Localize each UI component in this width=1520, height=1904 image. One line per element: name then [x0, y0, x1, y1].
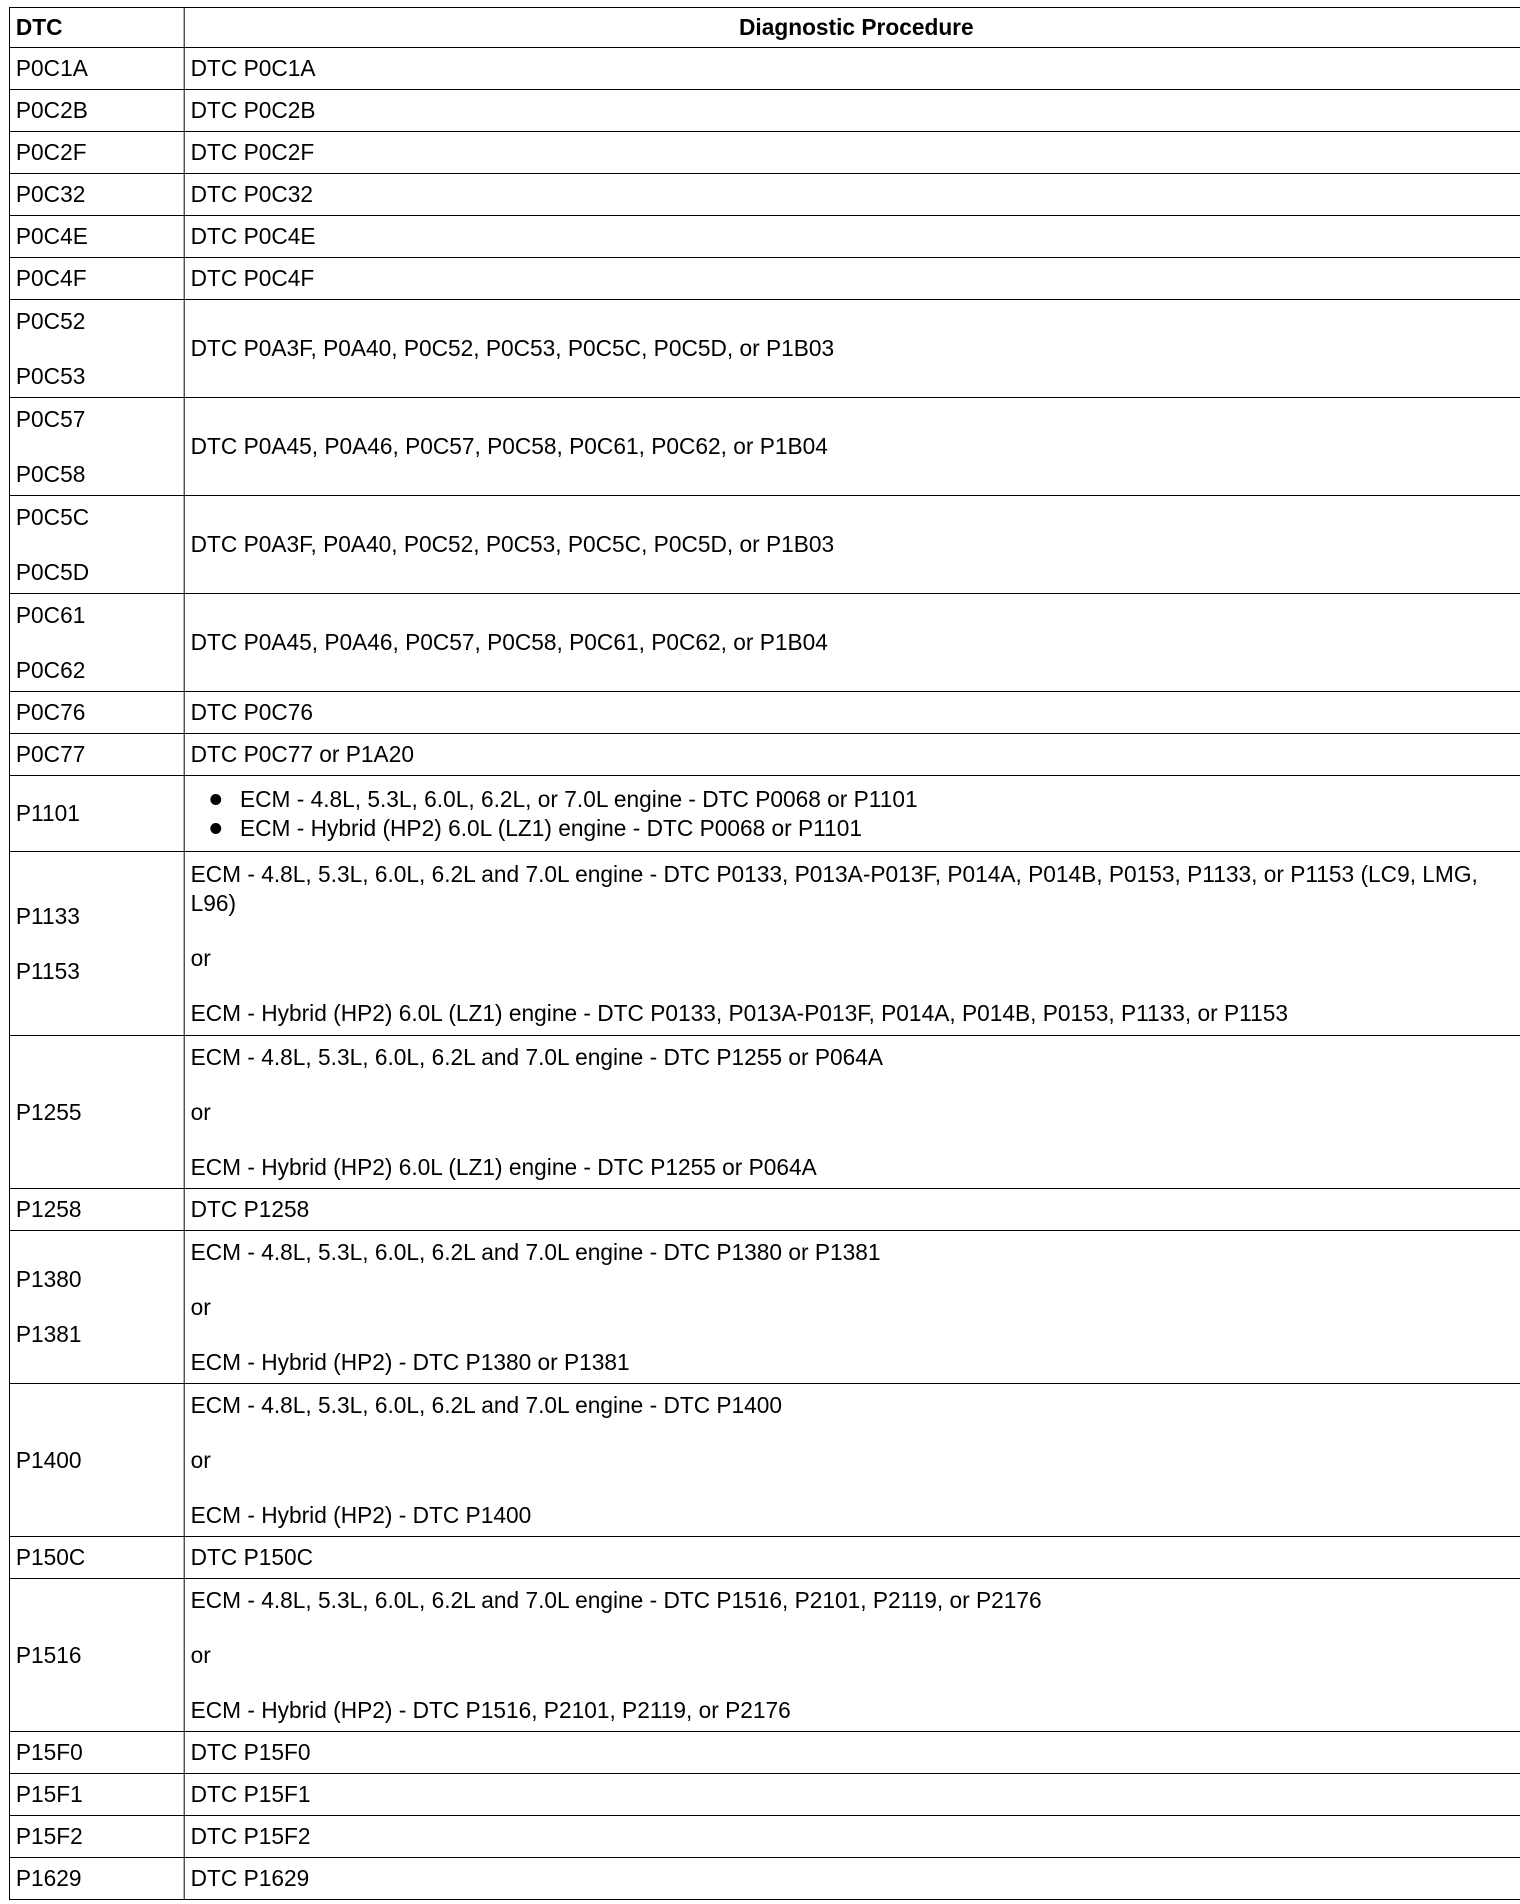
procedure-bullet-list: [191, 785, 1520, 843]
procedure-line: ECM - Hybrid (HP2) - DTC P1516, P2101, P2119, or P2176: [190, 1696, 791, 1723]
dtc-cell: P0C2F: [9, 132, 184, 174]
table-row: [9, 398, 1520, 496]
procedure-or: or: [190, 1098, 211, 1125]
procedure-cell: DTC P0C76: [184, 692, 1520, 734]
procedure-cell: DTC P150C: [184, 1537, 1520, 1579]
dtc-table: [9, 7, 1520, 1900]
table-header-row: [9, 8, 1520, 48]
procedure-line: ECM - 4.8L, 5.3L, 6.0L, 6.2L and 7.0L engine - DTC P1516, P2101, P2119, or P2176: [190, 1586, 1042, 1613]
procedure-cell: DTC P0C1A: [184, 48, 1520, 90]
procedure-cell: DTC P0C77 or P1A20: [184, 734, 1520, 776]
dtc-cell: P1255: [9, 1036, 184, 1189]
procedure-line: ECM - Hybrid (HP2) 6.0L (LZ1) engine - DTC P0133, P013A-P013F, P014A, P014B, P0153, P1133, or P1153: [190, 999, 1288, 1026]
table-row: [9, 300, 1520, 398]
procedure-line: ECM - 4.8L, 5.3L, 6.0L, 6.2L and 7.0L engine - DTC P1380 or P1381: [190, 1238, 881, 1265]
dtc-code: P1153: [15, 957, 80, 984]
table-row: [9, 1189, 1520, 1231]
procedure-line: ECM - 4.8L, 5.3L, 6.0L, 6.2L and 7.0L engine - DTC P1255 or P064A: [190, 1043, 884, 1070]
dtc-code: P0C5C: [15, 503, 90, 530]
procedure-cell: DTC P0C4E: [184, 216, 1520, 258]
table-row: [9, 1858, 1520, 1900]
table-row: [9, 1537, 1520, 1579]
dtc-cell: P0C4E: [9, 216, 184, 258]
table-row: [9, 1774, 1520, 1816]
procedure-cell: DTC P15F2: [184, 1816, 1520, 1858]
table-row: [9, 1231, 1520, 1384]
bullet-text: ECM - 4.8L, 5.3L, 6.0L, 6.2L, or 7.0L engine - DTC P0068 or P1101: [239, 785, 918, 812]
table-row: [9, 594, 1520, 692]
header-diagnostic-procedure: Diagnostic Procedure: [184, 8, 1520, 48]
table-row: [9, 258, 1520, 300]
dtc-cell: P0C1A: [9, 48, 184, 90]
dtc-cell: [9, 1231, 184, 1384]
procedure-cell: DTC P0C32: [184, 174, 1520, 216]
procedure-line: ECM - 4.8L, 5.3L, 6.0L, 6.2L and 7.0L engine - DTC P0133, P013A-P013F, P014A, P014B, P0153, P1133, or P1153 (LC9, LMG, L96): [190, 860, 1478, 916]
dtc-cell: [9, 496, 184, 594]
table-row: [9, 1579, 1520, 1732]
procedure-cell: [184, 1384, 1520, 1537]
table-row: [9, 852, 1520, 1036]
dtc-code: P0C62: [15, 656, 86, 683]
dtc-cell: P0C76: [9, 692, 184, 734]
procedure-cell: [184, 1579, 1520, 1732]
bullet-text: ECM - Hybrid (HP2) 6.0L (LZ1) engine - DTC P0068 or P1101: [239, 814, 862, 841]
table-row: [9, 216, 1520, 258]
procedure-cell: DTC P0A45, P0A46, P0C57, P0C58, P0C61, P0C62, or P1B04: [184, 594, 1520, 692]
procedure-or: or: [190, 1293, 211, 1320]
dtc-cell: P1629: [9, 1858, 184, 1900]
table-row: [9, 776, 1520, 852]
procedure-cell: DTC P0A3F, P0A40, P0C52, P0C53, P0C5C, P0C5D, or P1B03: [184, 300, 1520, 398]
table-row: [9, 48, 1520, 90]
procedure-cell: DTC P15F1: [184, 1774, 1520, 1816]
procedure-cell: DTC P1258: [184, 1189, 1520, 1231]
table-row: [9, 1036, 1520, 1189]
table-row: [9, 1384, 1520, 1537]
dtc-cell: P1101: [9, 776, 184, 852]
table-row: [9, 1816, 1520, 1858]
procedure-cell: [184, 1231, 1520, 1384]
bullet-icon: [210, 794, 221, 805]
dtc-code: P1381: [15, 1321, 82, 1347]
dtc-code: P1133: [15, 902, 80, 929]
table-row: [9, 90, 1520, 132]
procedure-cell: DTC P0C2B: [184, 90, 1520, 132]
dtc-cell: P15F0: [9, 1732, 184, 1774]
table-row: [9, 692, 1520, 734]
dtc-cell: P1516: [9, 1579, 184, 1732]
procedure-or: or: [190, 1641, 211, 1668]
table-row: [9, 1732, 1520, 1774]
dtc-code: P0C57: [15, 405, 86, 432]
table-row: [9, 174, 1520, 216]
bullet-icon: [210, 823, 221, 834]
table-row: [9, 734, 1520, 776]
dtc-code: P0C52: [15, 307, 86, 334]
dtc-code: P0C58: [15, 460, 86, 487]
dtc-code: P0C53: [15, 362, 86, 389]
dtc-cell: [9, 594, 184, 692]
procedure-line: ECM - Hybrid (HP2) 6.0L (LZ1) engine - DTC P1255 or P064A: [190, 1153, 817, 1180]
dtc-cell: [9, 300, 184, 398]
table-row: [9, 496, 1520, 594]
header-dtc: DTC: [9, 8, 184, 48]
dtc-cell: P0C32: [9, 174, 184, 216]
procedure-cell: DTC P15F0: [184, 1732, 1520, 1774]
dtc-cell: P0C2B: [9, 90, 184, 132]
procedure-or: or: [190, 1446, 211, 1473]
procedure-cell: DTC P0A45, P0A46, P0C57, P0C58, P0C61, P0C62, or P1B04: [184, 398, 1520, 496]
procedure-cell: DTC P1629: [184, 1858, 1520, 1900]
dtc-code: P0C61: [15, 601, 86, 628]
procedure-cell: DTC P0C4F: [184, 258, 1520, 300]
dtc-cell: P15F1: [9, 1774, 184, 1816]
procedure-cell: [184, 1036, 1520, 1189]
procedure-line: ECM - Hybrid (HP2) - DTC P1380 or P1381: [190, 1348, 630, 1375]
list-item: [210, 814, 1520, 843]
list-item: [210, 785, 1520, 814]
dtc-code: P1380: [15, 1266, 82, 1292]
dtc-cell: [9, 398, 184, 496]
dtc-cell: P15F2: [9, 1816, 184, 1858]
procedure-cell: [184, 776, 1520, 852]
procedure-line: ECM - Hybrid (HP2) - DTC P1400: [190, 1501, 532, 1528]
dtc-code: P0C5D: [15, 558, 90, 585]
dtc-cell: P0C77: [9, 734, 184, 776]
dtc-cell: P1258: [9, 1189, 184, 1231]
dtc-cell: P1400: [9, 1384, 184, 1537]
table-row: [9, 132, 1520, 174]
dtc-cell: P0C4F: [9, 258, 184, 300]
dtc-cell: [9, 852, 184, 1036]
dtc-cell: P150C: [9, 1537, 184, 1579]
procedure-cell: DTC P0C2F: [184, 132, 1520, 174]
procedure-cell: [184, 852, 1520, 1036]
procedure-cell: DTC P0A3F, P0A40, P0C52, P0C53, P0C5C, P0C5D, or P1B03: [184, 496, 1520, 594]
procedure-line: ECM - 4.8L, 5.3L, 6.0L, 6.2L and 7.0L engine - DTC P1400: [190, 1391, 783, 1418]
procedure-or: or: [190, 944, 211, 971]
